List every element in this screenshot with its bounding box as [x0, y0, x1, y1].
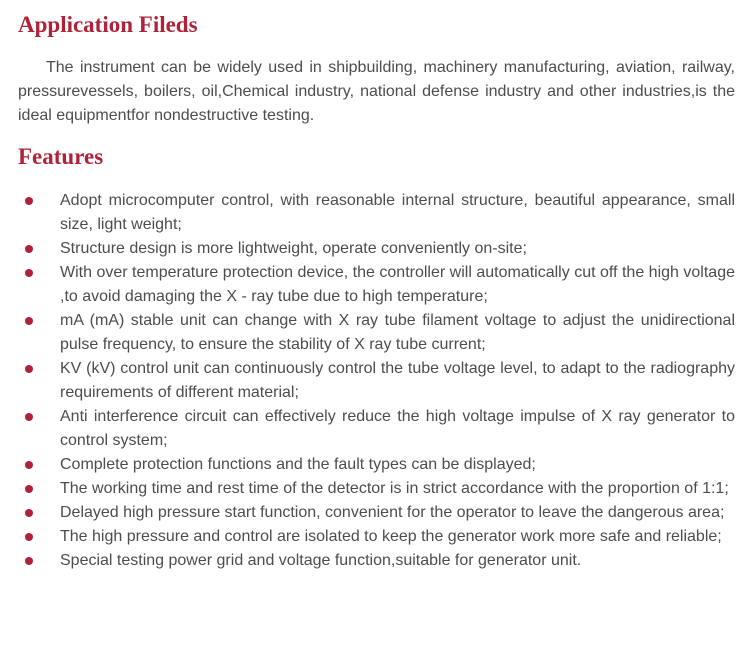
bullet-icon: [25, 461, 33, 469]
feature-item: [18, 189, 735, 237]
application-fields-heading: Application Fileds: [18, 12, 198, 37]
features-list: [18, 189, 735, 573]
feature-item: [18, 477, 735, 501]
application-fields-paragraph: The instrument can be widely used in shipbuilding, machinery manufacturing, aviation, railway, pressurevessels, boilers, oil,Chemical industry, national defense industry and other industries,is the ideal equipmentfor nondestructive testing.: [18, 59, 735, 124]
feature-text: The working time and rest time of the detector is in strict accordance with the proportion of 1:1;: [60, 480, 729, 497]
bullet-icon: [25, 197, 33, 205]
feature-item: [18, 549, 735, 573]
feature-item: [18, 357, 735, 405]
feature-item: [18, 309, 735, 357]
bullet-icon: [25, 365, 33, 373]
feature-text: Special testing power grid and voltage function,suitable for generator unit.: [60, 552, 582, 569]
bullet-icon: [25, 533, 33, 541]
feature-text: Adopt microcomputer control, with reasonable internal structure, beautiful appearance, small size, light weight;: [60, 192, 735, 233]
bullet-icon: [25, 413, 33, 421]
feature-text: With over temperature protection device, the controller will automatically cut off the high voltage ,to avoid damaging the X - ray tube due to high temperature;: [60, 264, 735, 305]
bullet-icon: [25, 485, 33, 493]
feature-item: [18, 405, 735, 453]
feature-text: Delayed high pressure start function, convenient for the operator to leave the dangerous area;: [60, 504, 725, 521]
bullet-icon: [25, 317, 33, 325]
feature-text: Complete protection functions and the fault types can be displayed;: [60, 456, 536, 473]
section-application-fields: [18, 10, 735, 128]
feature-item: [18, 501, 735, 525]
features-heading: Features: [18, 144, 104, 169]
feature-text: Anti interference circuit can effectively reduce the high voltage impulse of X ray generator to control system;: [60, 408, 735, 449]
bullet-icon: [25, 509, 33, 517]
bullet-icon: [25, 245, 33, 253]
bullet-icon: [25, 557, 33, 565]
section-features: [18, 142, 735, 573]
feature-text: KV (kV) control unit can continuously control the tube voltage level, to adapt to the radiography requirements of different material;: [60, 360, 735, 401]
feature-item: [18, 237, 735, 261]
feature-text: mA (mA) stable unit can change with X ray tube filament voltage to adjust the unidirectional pulse frequency, to ensure the stability of X ray tube current;: [60, 312, 735, 353]
feature-item: [18, 453, 735, 477]
feature-item: [18, 525, 735, 549]
feature-text: Structure design is more lightweight, operate conveniently on-site;: [60, 240, 527, 257]
feature-text: The high pressure and control are isolated to keep the generator work more safe and reliable;: [60, 528, 722, 545]
bullet-icon: [25, 269, 33, 277]
feature-item: [18, 261, 735, 309]
